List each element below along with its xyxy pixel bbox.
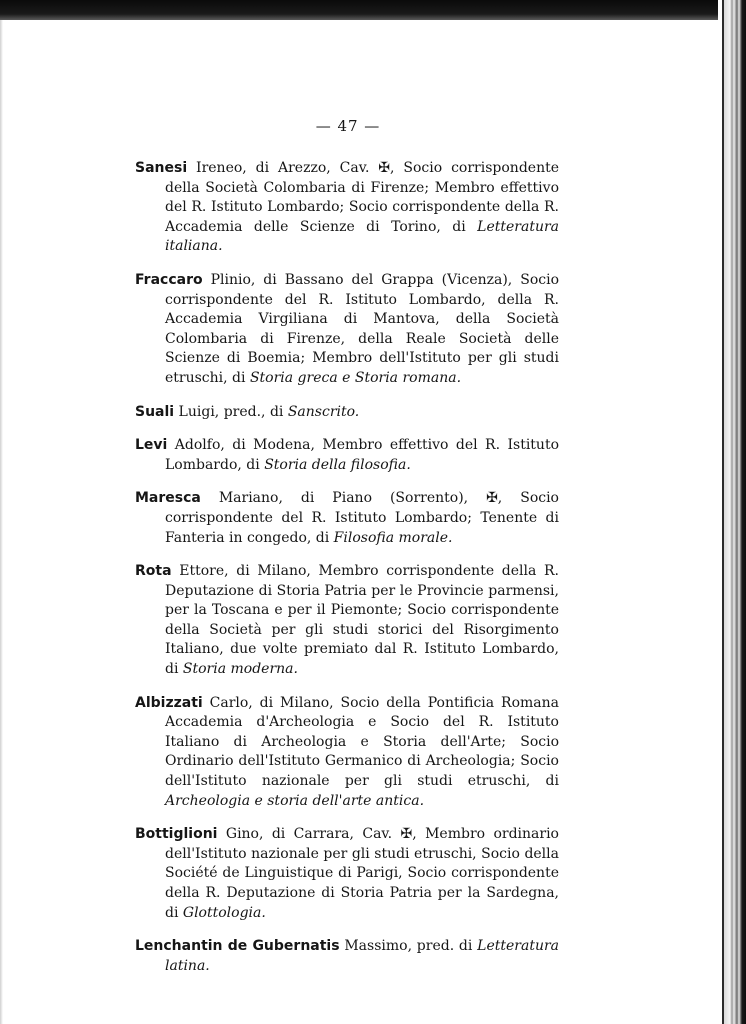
entry-subject: Glottologia.	[182, 904, 266, 921]
entry-surname: Sanesi	[135, 160, 188, 176]
faculty-entry	[135, 825, 559, 923]
entry-surname: Suali	[135, 403, 175, 420]
entry-surname: Fraccaro	[135, 271, 203, 288]
scan-right-edge	[718, 0, 746, 1024]
entry-subject: Filosofia morale.	[333, 529, 453, 546]
entry-text: Gino, di Carrara, Cav. ✠, Membro ordinario dell'Istituto nazionale per gli studi etruschi, Socio della Société de Linguistique di Parigi, Socio corrispondente della R. Deputazione di Storia Patria per la Sardegna, di	[165, 826, 559, 921]
entry-surname: Levi	[135, 437, 168, 454]
entry-text: Ettore, di Milano, Membro corrispondente della R. Deputazione di Storia Patria per le Provincie parmensi, per la Toscana e per il Piemonte; Socio corrispondente della Società per gli studi storici del Risorgimento Italiano, due volte premiato dal R. Istituto Lombardo, di	[165, 563, 559, 678]
entry-surname: Albizzati	[135, 694, 203, 711]
faculty-entry	[135, 489, 559, 548]
entry-surname: Lenchantin de Gubernatis	[135, 938, 340, 955]
entry-subject: Archeologia e storia dell'arte antica.	[165, 792, 425, 809]
entry-subject: Letteratura latina.	[165, 938, 559, 974]
entry-subject: Storia greca e Storia romana.	[249, 369, 462, 386]
entry-text: Carlo, di Milano, Socio della Pontificia Romana Accademia d'Archeologia e Socio del R. Istituto Italiano di Archeologia e Storia dell'Arte; Socio Ordinario dell'Istituto Germanico di Archeologia; Socio dell'Istituto nazionale per gli studi etruschi, di	[165, 694, 559, 790]
entry-surname: Maresca	[135, 490, 201, 507]
faculty-entry	[135, 694, 559, 812]
entry-text: Mariano, di Piano (Sorrento), ✠, Socio corrispondente del R. Istituto Lombardo; Tenente di Fanteria in congedo, di	[165, 490, 559, 546]
page-number: — 47 —	[315, 117, 381, 135]
entry-subject: Letteratura italiana.	[165, 218, 559, 255]
entry-text: Ireneo, di Arezzo, Cav. ✠, Socio corrispondente della Società Colombaria di Firenze; Membro effettivo del R. Istituto Lombardo; Socio corrispondente della R. Accademia delle Scienze di Torino, di	[165, 160, 559, 235]
entry-surname: Bottiglioni	[135, 826, 218, 843]
faculty-entry	[135, 562, 559, 680]
entry-text: Plinio, di Bassano del Grappa (Vicenza), Socio corrispondente del R. Istituto Lombardo, della R. Accademia Virgiliana di Mantova, della Società Colombaria di Firenze, della Reale Società delle Scienze di Boemia; Membro dell'Istituto per gli studi etruschi, di	[165, 271, 559, 386]
scan-top-border	[0, 0, 746, 20]
entry-surname: Rota	[135, 563, 172, 580]
faculty-entry	[135, 271, 559, 389]
scan-left-edge	[0, 20, 3, 1024]
entry-subject: Storia moderna.	[182, 661, 298, 678]
faculty-entry	[135, 159, 559, 257]
faculty-list	[135, 145, 559, 990]
entry-subject: Storia della filosofia.	[264, 456, 411, 473]
faculty-entry	[135, 403, 559, 423]
entry-text: Massimo, pred. di	[339, 938, 478, 955]
faculty-entry	[135, 436, 559, 475]
entry-text: Luigi, pred., di	[174, 403, 288, 420]
faculty-entry	[135, 937, 559, 976]
entry-subject: Sanscrito.	[287, 403, 360, 420]
entry-text: Adolfo, di Modena, Membro effettivo del R. Istituto Lombardo, di	[165, 437, 559, 473]
